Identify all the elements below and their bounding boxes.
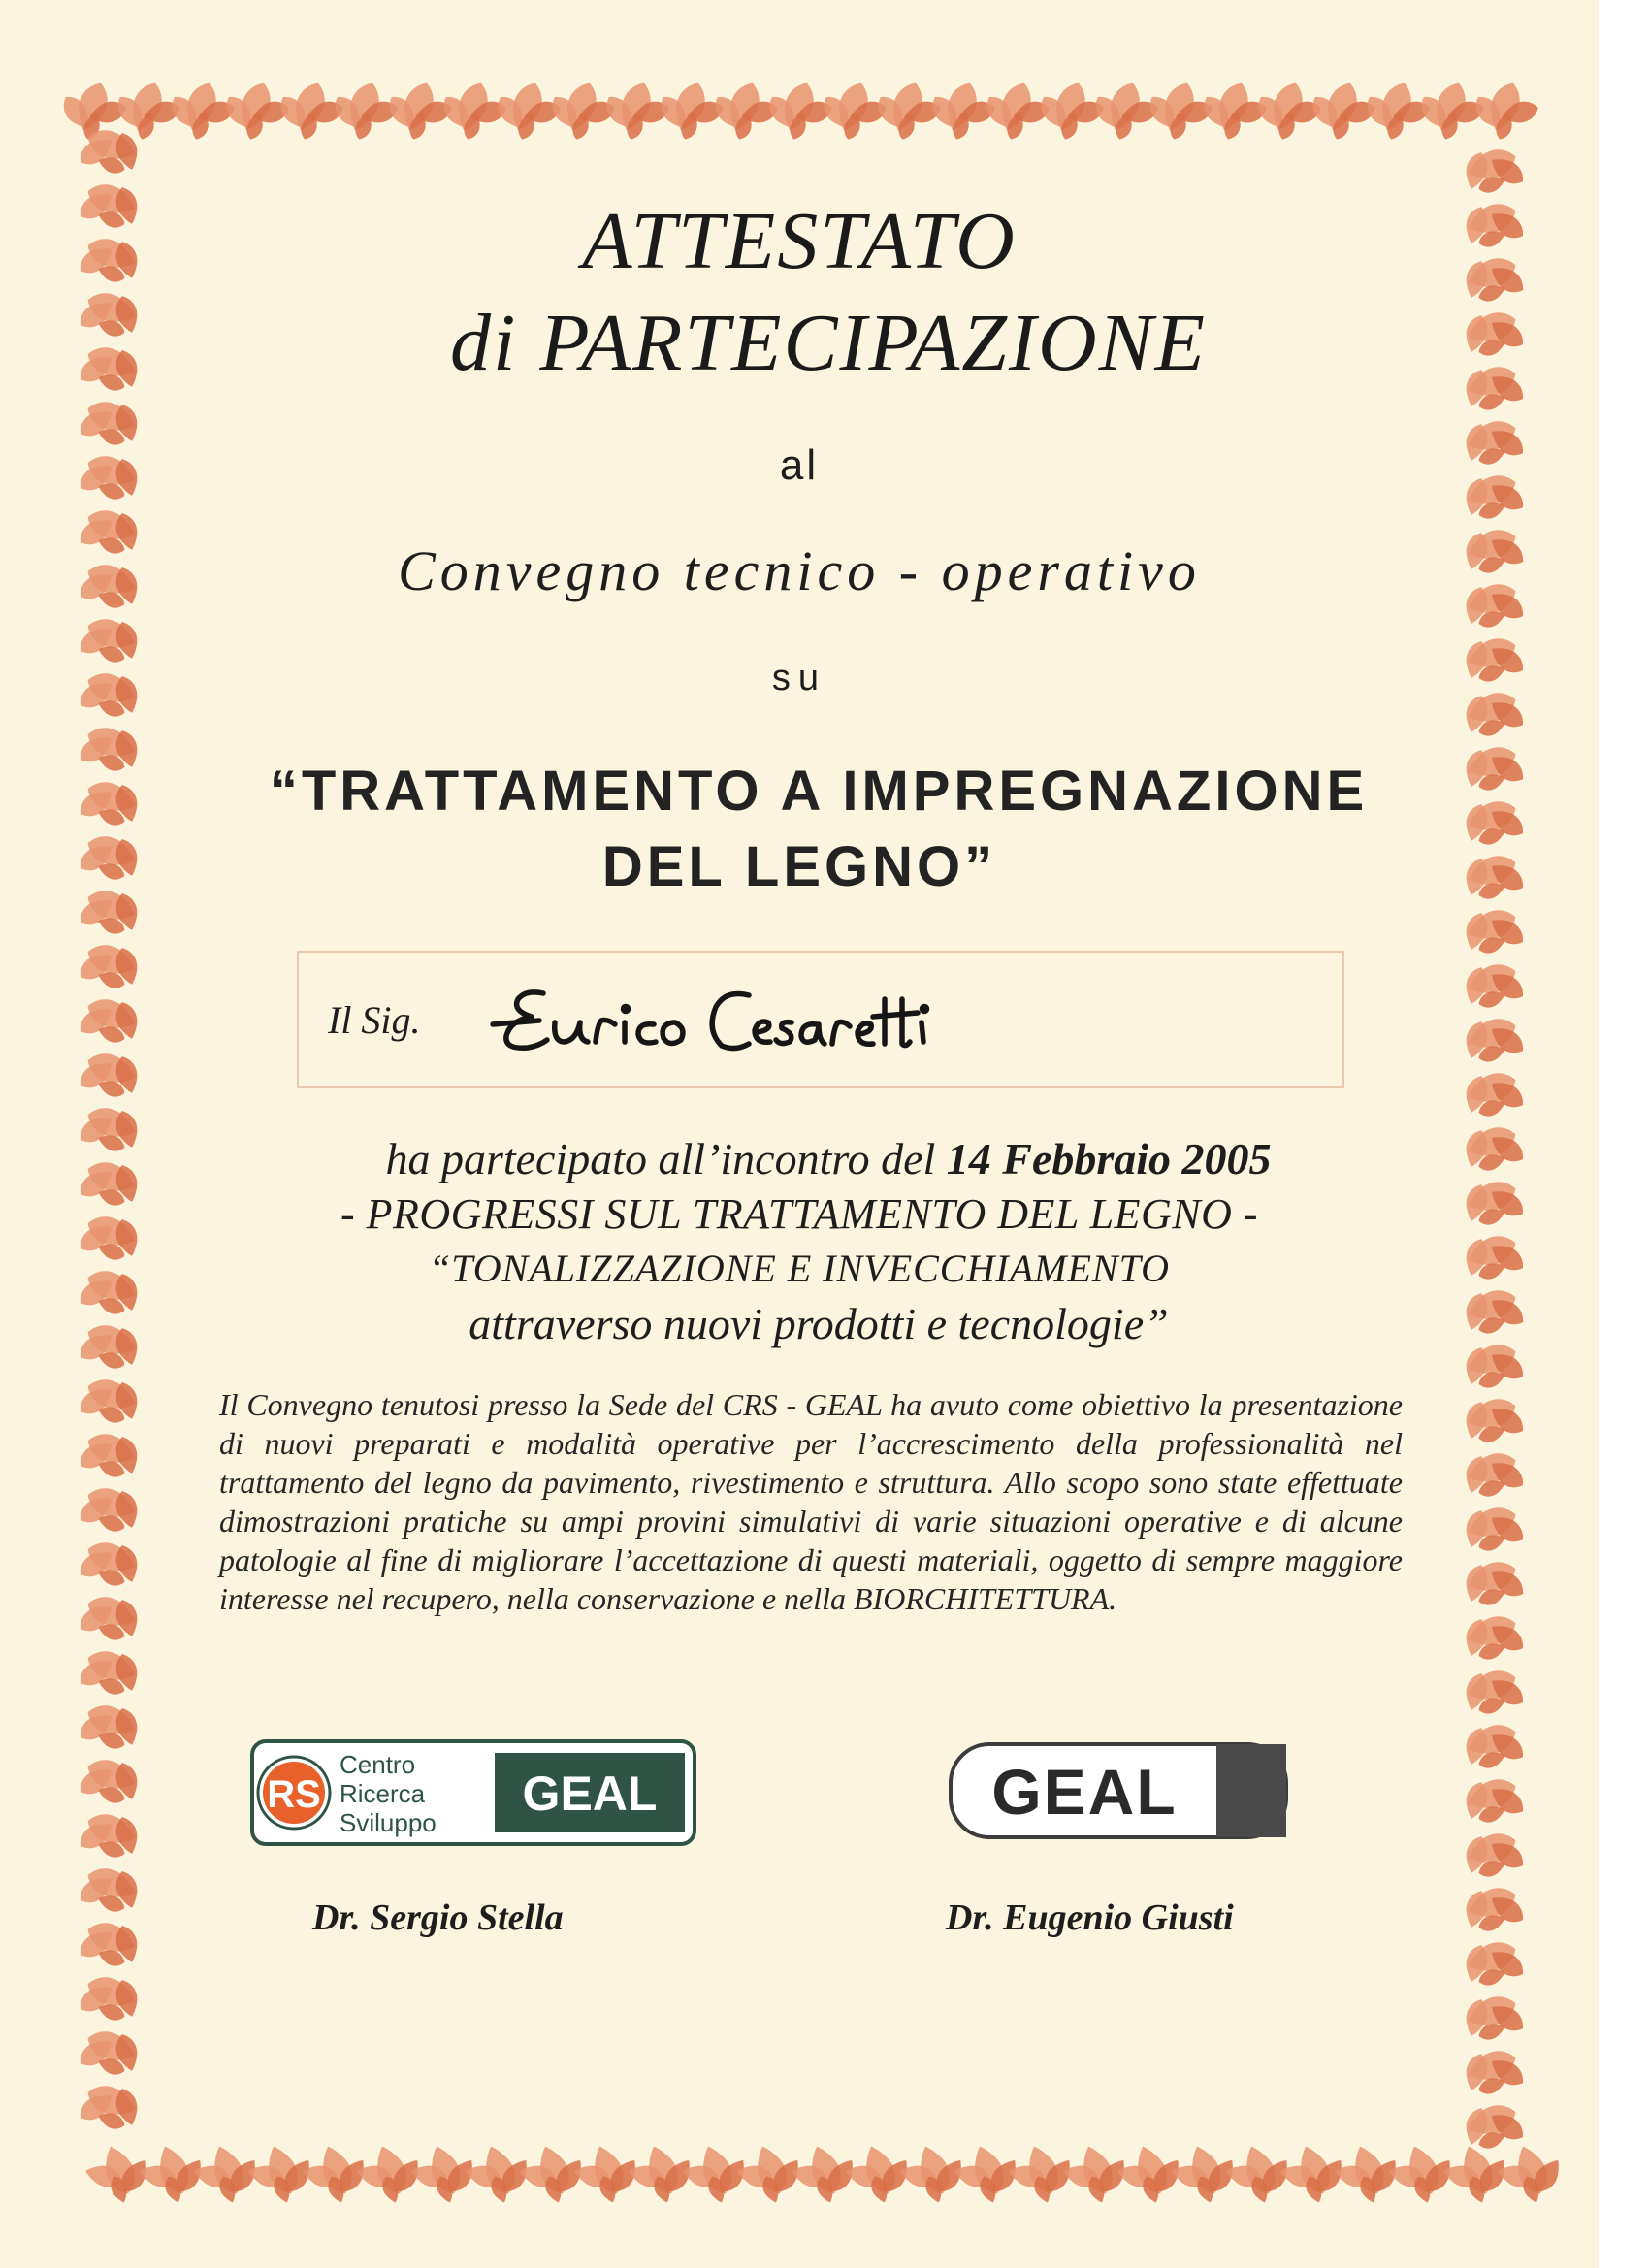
participant-box	[297, 951, 1344, 1088]
preposition-al: al	[779, 441, 820, 489]
crs-line2: Ricerca	[340, 1779, 426, 1808]
event-topic-line2: DEL LEGNO”	[601, 835, 997, 898]
participation-prefix: ha partecipato all’incontro del	[385, 1134, 947, 1183]
event-type: Convegno tecnico - operativo	[398, 539, 1201, 602]
name-label: Il Sig.	[328, 998, 421, 1042]
crs-geal-brand: GEAL	[522, 1766, 658, 1821]
crs-line1: Centro	[340, 1750, 416, 1779]
preposition-su: su	[771, 658, 827, 698]
certificate-title: ATTESTATO	[582, 196, 1017, 286]
participant-name-handwritten	[483, 960, 1026, 1077]
event-subtitle-line2: “TONALIZZAZIONE E INVECCHIAMENTO	[429, 1247, 1170, 1290]
certificate-title-line2: di PARTECIPAZIONE	[450, 298, 1207, 388]
event-subtitle-line1: - PROGRESSI SUL TRATTAMENTO DEL LEGNO -	[340, 1190, 1258, 1238]
participation-statement	[29, 1133, 1628, 1184]
geal-brand: GEAL	[991, 1756, 1178, 1828]
signer-name: Dr. Eugenio Giusti	[946, 1897, 1234, 1938]
crs-geal-logo	[250, 1739, 696, 1846]
event-date: 14 Febbraio 2005	[946, 1134, 1272, 1183]
event-subtitle-line3: attraverso nuovi prodotti e tecnologie”	[469, 1299, 1169, 1348]
event-topic-line1: “TRATTAMENTO A IMPREGNAZIONE	[269, 760, 1369, 823]
crs-badge: RS	[267, 1773, 321, 1816]
crs-line3: Sviluppo	[340, 1808, 436, 1837]
geal-logo	[949, 1742, 1288, 1839]
event-description: Il Convegno tenutosi presso la Sede del CRS - GEAL ha avuto come obiettivo la presentazione di nuovi preparati e modalità operative per l’accrescimento della professionalità nel trattamento del legno da pavimento, rivestimento e struttura. Allo scopo sono state effettuate dimostrazioni pratiche su ampi provini simulativi di varie situazioni operative e di alcune patologie al fine di migliorare l’accettazione di questi materiali, oggetto di sempre maggiore interesse nel recupero, nella conservazione e nella BIORCHITETTURA.	[219, 1387, 1403, 1616]
signer-name: Dr. Sergio Stella	[312, 1897, 564, 1938]
